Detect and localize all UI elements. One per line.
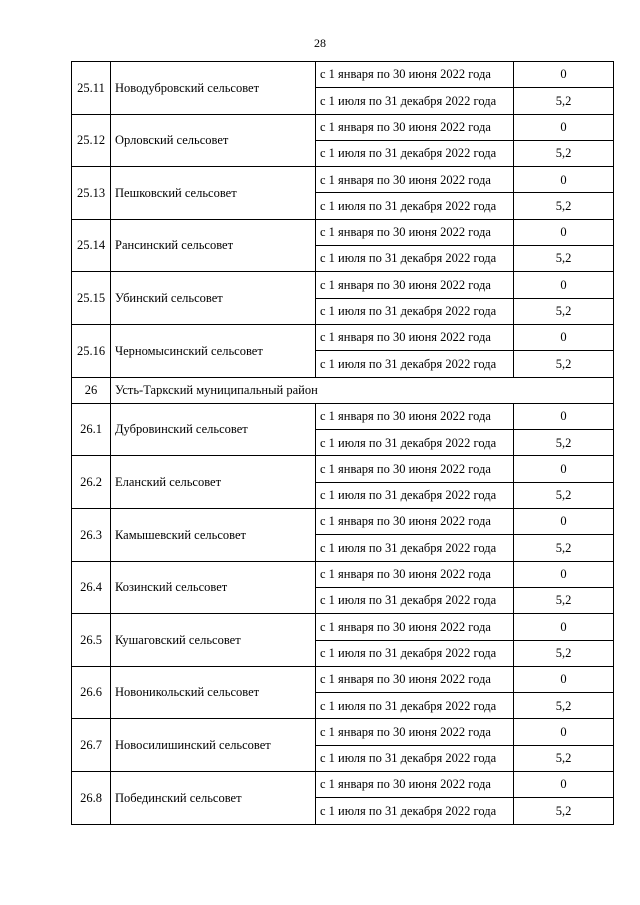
settlement-name: Еланский сельсовет — [111, 456, 316, 509]
settlement-name: Новоникольский сельсовет — [111, 666, 316, 719]
table-row — [72, 666, 614, 692]
rates-table — [71, 61, 614, 825]
rate-first-half: 0 — [514, 324, 614, 350]
period-second-half: с 1 июля по 31 декабря 2022 года — [316, 587, 514, 613]
period-first-half: с 1 января по 30 июня 2022 года — [316, 272, 514, 298]
table-row — [72, 403, 614, 429]
rate-second-half: 5,2 — [514, 798, 614, 824]
row-number: 26.7 — [72, 719, 111, 772]
table-row — [72, 272, 614, 298]
settlement-name: Новосилишинский сельсовет — [111, 719, 316, 772]
rate-first-half: 0 — [514, 561, 614, 587]
period-second-half: с 1 июля по 31 декабря 2022 года — [316, 140, 514, 166]
rate-first-half: 0 — [514, 772, 614, 798]
row-number: 25.12 — [72, 114, 111, 167]
table-row — [72, 167, 614, 193]
rate-first-half: 0 — [514, 719, 614, 745]
rate-second-half: 5,2 — [514, 246, 614, 272]
row-number: 25.16 — [72, 324, 111, 377]
table-row — [72, 114, 614, 140]
rate-second-half: 5,2 — [514, 535, 614, 561]
settlement-name: Камышевский сельсовет — [111, 509, 316, 562]
period-second-half: с 1 июля по 31 декабря 2022 года — [316, 88, 514, 114]
period-first-half: с 1 января по 30 июня 2022 года — [316, 219, 514, 245]
row-number: 25.13 — [72, 167, 111, 220]
row-number: 25.11 — [72, 62, 111, 115]
period-second-half: с 1 июля по 31 декабря 2022 года — [316, 482, 514, 508]
period-first-half: с 1 января по 30 июня 2022 года — [316, 561, 514, 587]
settlement-name: Дубровинский сельсовет — [111, 403, 316, 456]
period-second-half: с 1 июля по 31 декабря 2022 года — [316, 640, 514, 666]
period-first-half: с 1 января по 30 июня 2022 года — [316, 614, 514, 640]
period-second-half: с 1 июля по 31 декабря 2022 года — [316, 193, 514, 219]
row-number: 26.2 — [72, 456, 111, 509]
period-first-half: с 1 января по 30 июня 2022 года — [316, 324, 514, 350]
rate-first-half: 0 — [514, 403, 614, 429]
rate-second-half: 5,2 — [514, 298, 614, 324]
period-first-half: с 1 января по 30 июня 2022 года — [316, 509, 514, 535]
rate-second-half: 5,2 — [514, 351, 614, 377]
period-second-half: с 1 июля по 31 декабря 2022 года — [316, 351, 514, 377]
rate-first-half: 0 — [514, 167, 614, 193]
period-second-half: с 1 июля по 31 декабря 2022 года — [316, 246, 514, 272]
region-row — [72, 377, 614, 403]
rate-second-half: 5,2 — [514, 88, 614, 114]
period-first-half: с 1 января по 30 июня 2022 года — [316, 456, 514, 482]
region-name: Усть-Таркский муниципальный район — [111, 377, 614, 403]
rate-first-half: 0 — [514, 219, 614, 245]
table-row — [72, 456, 614, 482]
table-row — [72, 62, 614, 88]
table-row — [72, 772, 614, 798]
row-number: 26.4 — [72, 561, 111, 614]
row-number: 26.1 — [72, 403, 111, 456]
period-first-half: с 1 января по 30 июня 2022 года — [316, 114, 514, 140]
settlement-name: Кушаговский сельсовет — [111, 614, 316, 667]
settlement-name: Новодубровский сельсовет — [111, 62, 316, 115]
table-row — [72, 219, 614, 245]
rate-first-half: 0 — [514, 272, 614, 298]
row-number: 25.14 — [72, 219, 111, 272]
period-first-half: с 1 января по 30 июня 2022 года — [316, 403, 514, 429]
row-number: 26.8 — [72, 772, 111, 825]
period-first-half: с 1 января по 30 июня 2022 года — [316, 62, 514, 88]
period-second-half: с 1 июля по 31 декабря 2022 года — [316, 535, 514, 561]
rate-first-half: 0 — [514, 114, 614, 140]
settlement-name: Пешковский сельсовет — [111, 167, 316, 220]
table-row — [72, 719, 614, 745]
settlement-name: Побединский сельсовет — [111, 772, 316, 825]
region-number: 26 — [72, 377, 111, 403]
page-number: 28 — [314, 36, 326, 50]
rate-second-half: 5,2 — [514, 640, 614, 666]
rate-second-half: 5,2 — [514, 140, 614, 166]
settlement-name: Рансинский сельсовет — [111, 219, 316, 272]
row-number: 26.3 — [72, 509, 111, 562]
table-row — [72, 614, 614, 640]
settlement-name: Убинский сельсовет — [111, 272, 316, 325]
settlement-name: Орловский сельсовет — [111, 114, 316, 167]
period-first-half: с 1 января по 30 июня 2022 года — [316, 666, 514, 692]
rate-second-half: 5,2 — [514, 745, 614, 771]
settlement-name: Козинский сельсовет — [111, 561, 316, 614]
row-number: 26.5 — [72, 614, 111, 667]
rate-second-half: 5,2 — [514, 693, 614, 719]
period-first-half: с 1 января по 30 июня 2022 года — [316, 772, 514, 798]
rates-table-body — [72, 62, 614, 825]
settlement-name: Черномысинский сельсовет — [111, 324, 316, 377]
rate-second-half: 5,2 — [514, 193, 614, 219]
period-second-half: с 1 июля по 31 декабря 2022 года — [316, 430, 514, 456]
rate-second-half: 5,2 — [514, 482, 614, 508]
period-second-half: с 1 июля по 31 декабря 2022 года — [316, 693, 514, 719]
rate-first-half: 0 — [514, 509, 614, 535]
period-second-half: с 1 июля по 31 декабря 2022 года — [316, 798, 514, 824]
rate-first-half: 0 — [514, 456, 614, 482]
period-second-half: с 1 июля по 31 декабря 2022 года — [316, 298, 514, 324]
period-first-half: с 1 января по 30 июня 2022 года — [316, 167, 514, 193]
rate-first-half: 0 — [514, 666, 614, 692]
table-row — [72, 324, 614, 350]
rate-first-half: 0 — [514, 614, 614, 640]
period-first-half: с 1 января по 30 июня 2022 года — [316, 719, 514, 745]
period-second-half: с 1 июля по 31 декабря 2022 года — [316, 745, 514, 771]
table-row — [72, 561, 614, 587]
rate-second-half: 5,2 — [514, 430, 614, 456]
rate-second-half: 5,2 — [514, 587, 614, 613]
row-number: 25.15 — [72, 272, 111, 325]
table-row — [72, 509, 614, 535]
rate-first-half: 0 — [514, 62, 614, 88]
row-number: 26.6 — [72, 666, 111, 719]
